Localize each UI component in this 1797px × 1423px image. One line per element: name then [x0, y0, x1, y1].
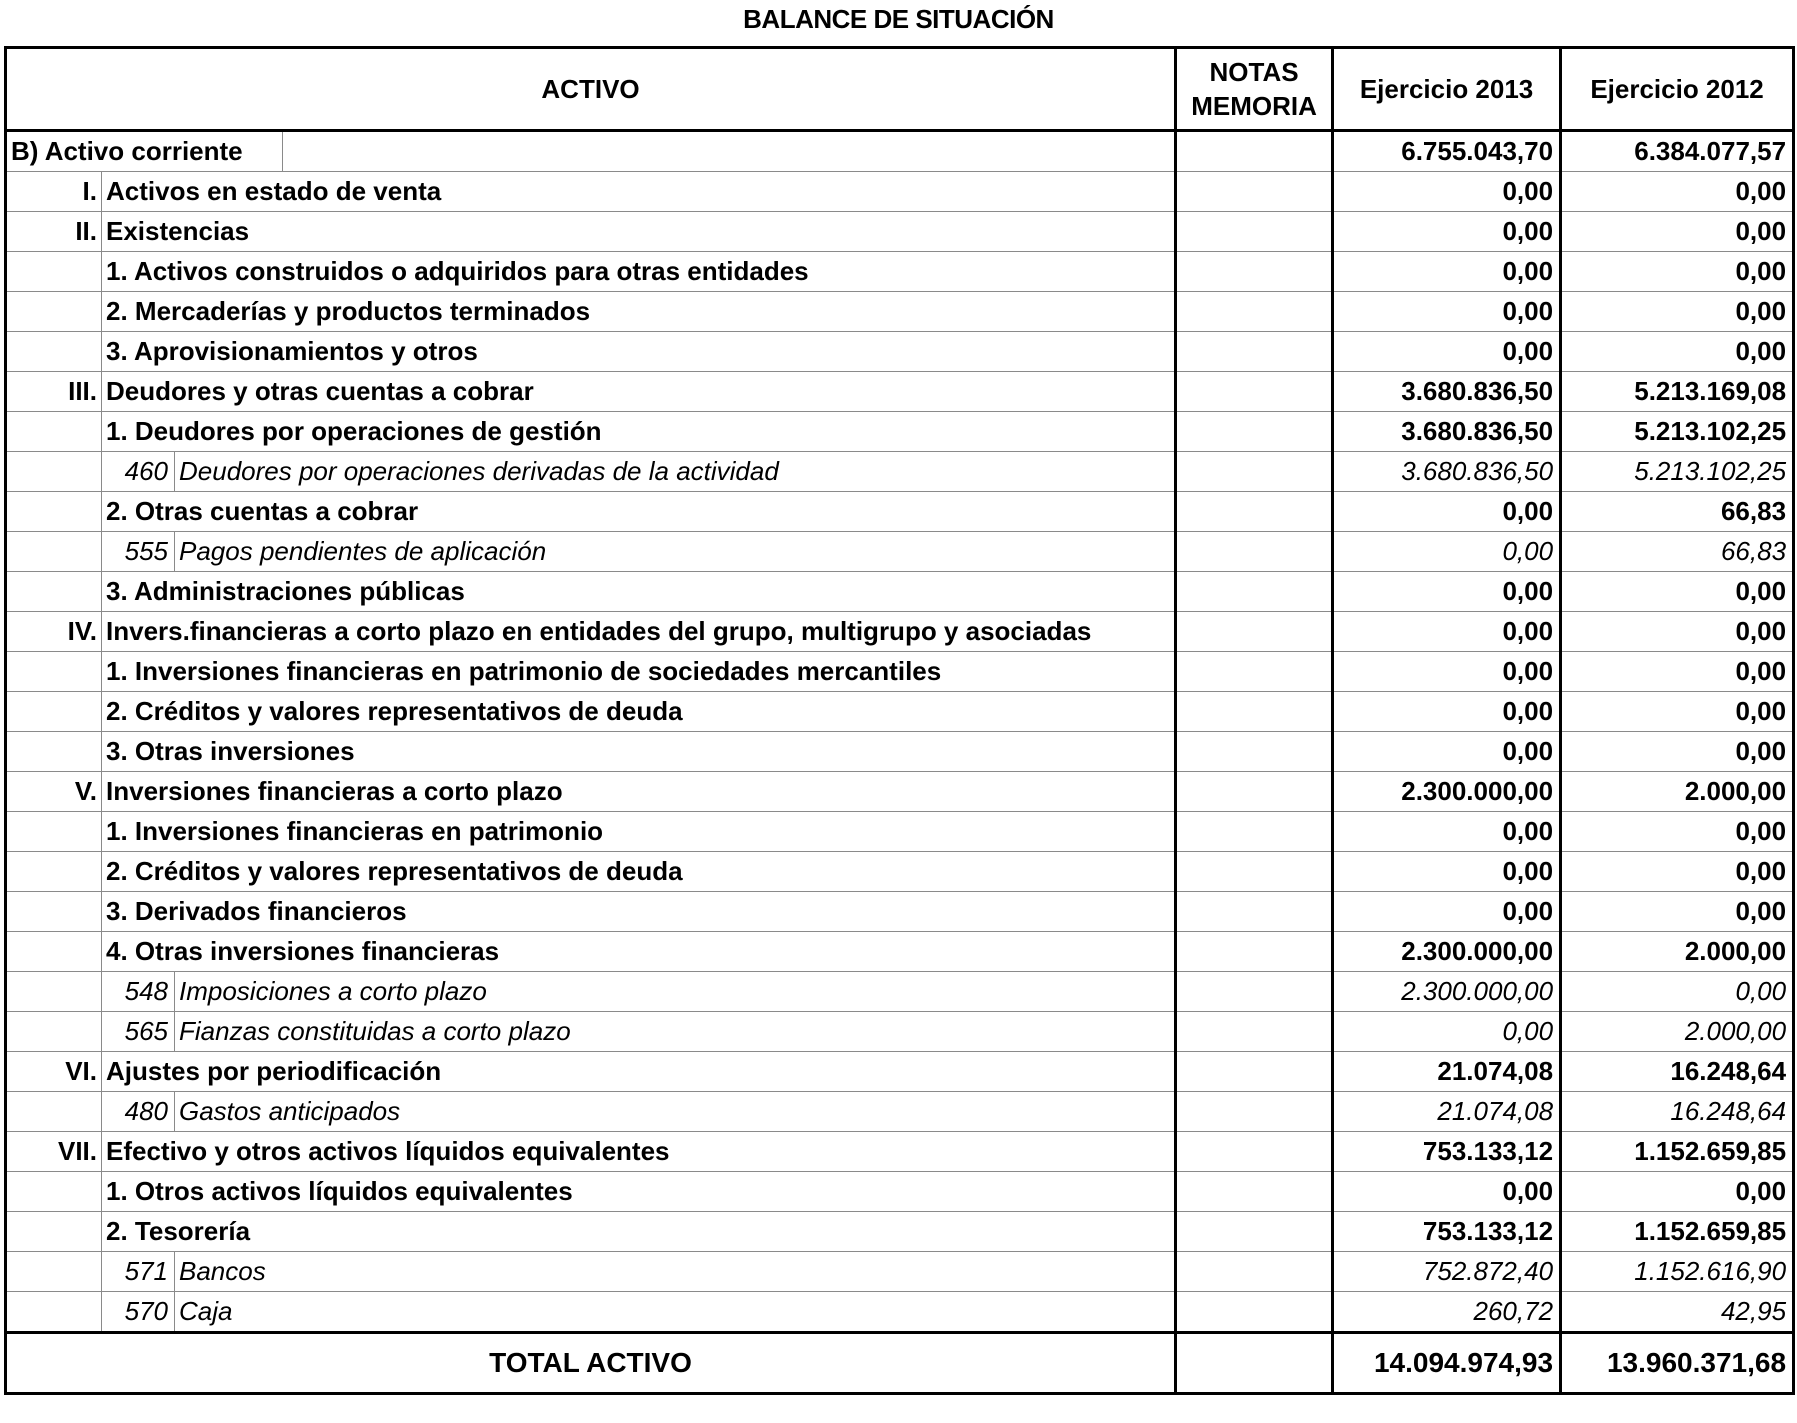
- row-value-2012: 5.213.102,25: [1561, 412, 1794, 452]
- row-value-2013: 0,00: [1333, 572, 1561, 612]
- row-label: B) Activo corriente: [6, 131, 283, 172]
- row-label: 2. Créditos y valores representativos de deuda: [102, 852, 1176, 892]
- row-value-2012: 5.213.102,25: [1561, 452, 1794, 492]
- row-spacer: [283, 131, 1176, 172]
- row-indent: [6, 1012, 102, 1052]
- row-indent: [6, 852, 102, 892]
- row-label: Pagos pendientes de aplicación: [175, 532, 1176, 572]
- row-label: Invers.financieras a corto plazo en entidades del grupo, multigrupo y asociadas: [102, 612, 1176, 652]
- row-label: 1. Otros activos líquidos equivalentes: [102, 1172, 1176, 1212]
- table-row: [6, 772, 1794, 812]
- row-value-2013: 0,00: [1333, 1172, 1561, 1212]
- row-value-2013: 260,72: [1333, 1292, 1561, 1333]
- row-value-2013: 0,00: [1333, 852, 1561, 892]
- row-value-2013: 0,00: [1333, 292, 1561, 332]
- table-row: [6, 812, 1794, 852]
- row-value-2013: 0,00: [1333, 212, 1561, 252]
- table-row: [6, 1092, 1794, 1132]
- row-value-2013: 0,00: [1333, 1012, 1561, 1052]
- row-value-2012: 2.000,00: [1561, 1012, 1794, 1052]
- row-notas: [1176, 1172, 1333, 1212]
- row-label: Gastos anticipados: [175, 1092, 1176, 1132]
- row-value-2012: 0,00: [1561, 292, 1794, 332]
- table-row: [6, 452, 1794, 492]
- row-notas: [1176, 892, 1333, 932]
- row-value-2012: 2.000,00: [1561, 772, 1794, 812]
- row-value-2013: 3.680.836,50: [1333, 372, 1561, 412]
- row-notas: [1176, 292, 1333, 332]
- row-indent: [6, 1252, 102, 1292]
- row-value-2012: 0,00: [1561, 652, 1794, 692]
- row-account-code: 548: [102, 972, 175, 1012]
- row-indent: [6, 1292, 102, 1333]
- table-row: [6, 252, 1794, 292]
- row-value-2012: 0,00: [1561, 812, 1794, 852]
- row-notas: [1176, 532, 1333, 572]
- row-account-code: 555: [102, 532, 175, 572]
- row-label: 2. Tesorería: [102, 1212, 1176, 1252]
- page-title: BALANCE DE SITUACIÓN: [743, 4, 1054, 34]
- table-row: [6, 612, 1794, 652]
- total-label: TOTAL ACTIVO: [6, 1333, 1176, 1394]
- row-label: Deudores por operaciones derivadas de la actividad: [175, 452, 1176, 492]
- row-account-code: 565: [102, 1012, 175, 1052]
- total-notas: [1176, 1333, 1333, 1394]
- row-account-code: 571: [102, 1252, 175, 1292]
- row-value-2012: 0,00: [1561, 1172, 1794, 1212]
- row-notas: [1176, 212, 1333, 252]
- table-row: [6, 172, 1794, 212]
- row-notas: [1176, 732, 1333, 772]
- row-label: 1. Activos construidos o adquiridos para otras entidades: [102, 252, 1176, 292]
- row-indent: [6, 1212, 102, 1252]
- table-row: [6, 1292, 1794, 1333]
- row-label: 2. Créditos y valores representativos de deuda: [102, 692, 1176, 732]
- row-notas: [1176, 172, 1333, 212]
- row-notas: [1176, 492, 1333, 532]
- table-row: [6, 332, 1794, 372]
- table-row: [6, 892, 1794, 932]
- row-value-2013: 0,00: [1333, 652, 1561, 692]
- row-value-2013: 0,00: [1333, 252, 1561, 292]
- row-notas: [1176, 372, 1333, 412]
- table-row: [6, 1252, 1794, 1292]
- balance-table: [4, 46, 1795, 1395]
- row-label: Activos en estado de venta: [102, 172, 1176, 212]
- row-value-2013: 0,00: [1333, 812, 1561, 852]
- row-notas: [1176, 252, 1333, 292]
- row-notas: [1176, 1012, 1333, 1052]
- total-row: [6, 1333, 1794, 1394]
- row-notas: [1176, 1212, 1333, 1252]
- row-value-2013: 0,00: [1333, 172, 1561, 212]
- row-notas: [1176, 1132, 1333, 1172]
- row-notas: [1176, 1252, 1333, 1292]
- table-row: [6, 292, 1794, 332]
- row-indent: [6, 812, 102, 852]
- row-value-2013: 0,00: [1333, 892, 1561, 932]
- table-row: [6, 412, 1794, 452]
- row-notas: [1176, 1052, 1333, 1092]
- header-ejercicio-2012: Ejercicio 2012: [1561, 48, 1794, 131]
- table-row: [6, 572, 1794, 612]
- row-value-2012: 0,00: [1561, 692, 1794, 732]
- row-value-2013: 2.300.000,00: [1333, 972, 1561, 1012]
- row-notas: [1176, 652, 1333, 692]
- row-notas: [1176, 972, 1333, 1012]
- row-indent: [6, 452, 102, 492]
- row-value-2013: 0,00: [1333, 692, 1561, 732]
- row-notas: [1176, 692, 1333, 732]
- row-account-code: 460: [102, 452, 175, 492]
- row-value-2013: 0,00: [1333, 732, 1561, 772]
- row-account-code: 480: [102, 1092, 175, 1132]
- row-roman-number: V.: [6, 772, 102, 812]
- row-indent: [6, 252, 102, 292]
- row-label: 3. Administraciones públicas: [102, 572, 1176, 612]
- row-label: 4. Otras inversiones financieras: [102, 932, 1176, 972]
- table-row: [6, 932, 1794, 972]
- row-notas: [1176, 1092, 1333, 1132]
- header-row: [6, 48, 1794, 131]
- row-indent: [6, 332, 102, 372]
- row-value-2012: 1.152.659,85: [1561, 1132, 1794, 1172]
- row-account-code: 570: [102, 1292, 175, 1333]
- row-indent: [6, 412, 102, 452]
- row-notas: [1176, 772, 1333, 812]
- row-indent: [6, 1092, 102, 1132]
- row-value-2013: 752.872,40: [1333, 1252, 1561, 1292]
- row-value-2013: 21.074,08: [1333, 1052, 1561, 1092]
- table-row: [6, 1172, 1794, 1212]
- row-value-2012: 16.248,64: [1561, 1052, 1794, 1092]
- row-value-2012: 0,00: [1561, 572, 1794, 612]
- header-notas: NOTAS MEMORIA: [1176, 48, 1333, 131]
- table-row: [6, 532, 1794, 572]
- row-label: 2. Mercaderías y productos terminados: [102, 292, 1176, 332]
- row-label: Bancos: [175, 1252, 1176, 1292]
- row-value-2012: 0,00: [1561, 172, 1794, 212]
- row-value-2013: 3.680.836,50: [1333, 452, 1561, 492]
- row-value-2013: 2.300.000,00: [1333, 932, 1561, 972]
- row-value-2012: 66,83: [1561, 532, 1794, 572]
- row-value-2013: 0,00: [1333, 492, 1561, 532]
- row-value-2013: 0,00: [1333, 532, 1561, 572]
- row-label: Efectivo y otros activos líquidos equivalentes: [102, 1132, 1176, 1172]
- row-value-2013: 2.300.000,00: [1333, 772, 1561, 812]
- row-value-2012: 0,00: [1561, 972, 1794, 1012]
- row-indent: [6, 932, 102, 972]
- row-value-2012: 0,00: [1561, 612, 1794, 652]
- row-value-2013: 753.133,12: [1333, 1132, 1561, 1172]
- row-notas: [1176, 1292, 1333, 1333]
- table-row: [6, 131, 1794, 172]
- row-roman-number: I.: [6, 172, 102, 212]
- row-label: 3. Derivados financieros: [102, 892, 1176, 932]
- row-label: Fianzas constituidas a corto plazo: [175, 1012, 1176, 1052]
- table-row: [6, 852, 1794, 892]
- row-value-2012: 0,00: [1561, 212, 1794, 252]
- header-ejercicio-2013: Ejercicio 2013: [1333, 48, 1561, 131]
- row-label: 1. Inversiones financieras en patrimonio de sociedades mercantiles: [102, 652, 1176, 692]
- row-indent: [6, 652, 102, 692]
- row-label: Caja: [175, 1292, 1176, 1333]
- table-row: [6, 492, 1794, 532]
- table-row: [6, 1212, 1794, 1252]
- row-value-2012: 0,00: [1561, 252, 1794, 292]
- row-indent: [6, 532, 102, 572]
- header-activo: ACTIVO: [6, 48, 1176, 131]
- row-value-2012: 42,95: [1561, 1292, 1794, 1333]
- total-value-2012: 13.960.371,68: [1561, 1333, 1794, 1394]
- table-row: [6, 1052, 1794, 1092]
- table-row: [6, 1132, 1794, 1172]
- row-label: Existencias: [102, 212, 1176, 252]
- row-label: Inversiones financieras a corto plazo: [102, 772, 1176, 812]
- row-notas: [1176, 612, 1333, 652]
- row-value-2012: 16.248,64: [1561, 1092, 1794, 1132]
- total-value-2013: 14.094.974,93: [1333, 1333, 1561, 1394]
- row-indent: [6, 1172, 102, 1212]
- row-value-2013: 0,00: [1333, 332, 1561, 372]
- row-value-2012: 1.152.659,85: [1561, 1212, 1794, 1252]
- row-value-2012: 5.213.169,08: [1561, 372, 1794, 412]
- row-notas: [1176, 812, 1333, 852]
- row-roman-number: IV.: [6, 612, 102, 652]
- row-value-2013: 21.074,08: [1333, 1092, 1561, 1132]
- row-label: 2. Otras cuentas a cobrar: [102, 492, 1176, 532]
- row-roman-number: II.: [6, 212, 102, 252]
- table-row: [6, 372, 1794, 412]
- table-row: [6, 652, 1794, 692]
- row-roman-number: VII.: [6, 1132, 102, 1172]
- row-value-2013: 6.755.043,70: [1333, 131, 1561, 172]
- row-roman-number: III.: [6, 372, 102, 412]
- row-indent: [6, 892, 102, 932]
- row-indent: [6, 572, 102, 612]
- row-indent: [6, 692, 102, 732]
- row-value-2013: 3.680.836,50: [1333, 412, 1561, 452]
- row-notas: [1176, 452, 1333, 492]
- row-label: Imposiciones a corto plazo: [175, 972, 1176, 1012]
- row-value-2012: 0,00: [1561, 852, 1794, 892]
- table-row: [6, 972, 1794, 1012]
- row-value-2012: 0,00: [1561, 732, 1794, 772]
- row-label: 3. Otras inversiones: [102, 732, 1176, 772]
- row-value-2012: 2.000,00: [1561, 932, 1794, 972]
- row-notas: [1176, 572, 1333, 612]
- row-notas: [1176, 852, 1333, 892]
- table-row: [6, 692, 1794, 732]
- row-label: Ajustes por periodificación: [102, 1052, 1176, 1092]
- row-indent: [6, 292, 102, 332]
- row-notas: [1176, 932, 1333, 972]
- row-value-2012: 0,00: [1561, 332, 1794, 372]
- table-row: [6, 212, 1794, 252]
- row-value-2013: 753.133,12: [1333, 1212, 1561, 1252]
- row-notas: [1176, 332, 1333, 372]
- row-notas: [1176, 412, 1333, 452]
- row-label: 3. Aprovisionamientos y otros: [102, 332, 1176, 372]
- row-value-2013: 0,00: [1333, 612, 1561, 652]
- row-roman-number: VI.: [6, 1052, 102, 1092]
- row-value-2012: 0,00: [1561, 892, 1794, 932]
- row-indent: [6, 972, 102, 1012]
- table-row: [6, 732, 1794, 772]
- row-indent: [6, 732, 102, 772]
- row-indent: [6, 492, 102, 532]
- row-value-2012: 6.384.077,57: [1561, 131, 1794, 172]
- row-label: 1. Deudores por operaciones de gestión: [102, 412, 1176, 452]
- row-notas: [1176, 131, 1333, 172]
- row-value-2012: 66,83: [1561, 492, 1794, 532]
- row-label: Deudores y otras cuentas a cobrar: [102, 372, 1176, 412]
- row-value-2012: 1.152.616,90: [1561, 1252, 1794, 1292]
- table-row: [6, 1012, 1794, 1052]
- row-label: 1. Inversiones financieras en patrimonio: [102, 812, 1176, 852]
